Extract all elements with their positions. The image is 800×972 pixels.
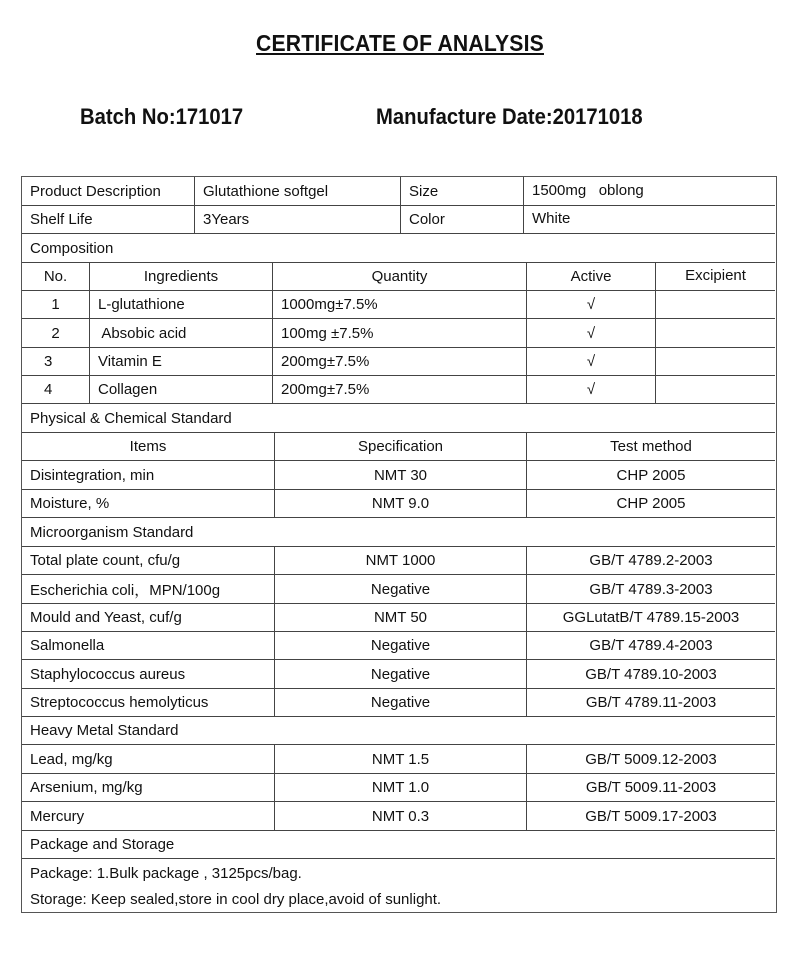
ingredient-name: Collagen (89, 376, 272, 403)
active-check-icon: √ (526, 319, 655, 347)
ingredient-number: 4 (44, 381, 53, 398)
physical-chemical-row (22, 490, 775, 518)
test-method-value: CHP 2005 (526, 461, 775, 489)
document-title: CERTIFICATE OF ANALYSIS (256, 30, 544, 56)
active-check-icon: √ (526, 376, 655, 403)
column-header-excipient: Excipient (655, 263, 775, 290)
physical-chemical-section-header (22, 404, 775, 433)
active-check-icon: √ (526, 291, 655, 318)
test-method-value: GB/T 4789.10-2003 (526, 660, 775, 688)
analysis-table (21, 176, 777, 913)
heavy-metal-section-header (22, 717, 775, 745)
ingredient-quantity: 200mg±7.5% (272, 376, 526, 403)
test-method-value: GGLutatB/T 4789.15-2003 (526, 604, 775, 631)
test-method-value: GB/T 5009.17-2003 (526, 802, 775, 830)
heavy-metal-title: Heavy Metal Standard (30, 722, 179, 739)
test-method-value: GB/T 4789.2-2003 (526, 547, 775, 574)
item-name: Escherichia coli，MPN/100g (30, 581, 221, 599)
test-method-value: GB/T 4789.3-2003 (526, 575, 775, 603)
column-header-items: Items (129, 438, 167, 455)
ingredient-name: Vitamin E (89, 348, 272, 375)
product-description-row (22, 177, 775, 206)
item-name: Moisture, % (30, 495, 110, 512)
item-name: Staphylococcus aureus (30, 665, 186, 683)
microorganism-row (22, 575, 775, 604)
microorganism-row (22, 604, 775, 632)
test-method-value: GB/T 5009.12-2003 (526, 745, 775, 773)
excipient-value (655, 291, 775, 318)
excipient-value (655, 376, 775, 403)
item-name: Salmonella (30, 637, 105, 654)
column-header-ingredients: Ingredients (89, 263, 272, 290)
microorganism-row (22, 660, 775, 689)
product-description-label: Product Description (30, 182, 161, 200)
test-method-value: CHP 2005 (526, 490, 775, 517)
microorganism-title: Microorganism Standard (30, 523, 194, 541)
composition-row (22, 348, 775, 376)
manufacture-date: Manufacture Date:20171018 (376, 104, 643, 129)
item-name: Total plate count, cfu/g (30, 552, 181, 569)
ingredient-quantity: 1000mg±7.5% (272, 291, 526, 318)
item-name: Mercury (30, 807, 85, 825)
ingredient-quantity: 100mg ±7.5% (272, 319, 526, 347)
item-name: Disintegration, min (30, 466, 155, 484)
size-label: Size (400, 177, 523, 205)
specification-value: NMT 0.3 (274, 802, 526, 830)
package-row (22, 859, 775, 887)
package-storage-title: Package and Storage (30, 836, 175, 853)
storage-row (22, 887, 775, 911)
shelf-life-label: Shelf Life (30, 211, 93, 228)
column-header-quantity: Quantity (272, 263, 526, 290)
physical-chemical-row (22, 461, 775, 490)
test-method-value: GB/T 5009.11-2003 (526, 774, 775, 801)
ingredient-name: L-glutathione (89, 291, 272, 318)
size-value: 1500mg oblong (523, 177, 775, 205)
specification-value: Negative (274, 660, 526, 688)
composition-row (22, 376, 775, 404)
specification-value: NMT 30 (274, 461, 526, 489)
column-header-no: No. (43, 268, 68, 285)
ingredient-quantity: 200mg±7.5% (272, 348, 526, 375)
product-description-value: Glutathione softgel (194, 177, 400, 205)
test-method-value: GB/T 4789.11-2003 (526, 689, 775, 716)
column-header-specification: Specification (274, 433, 526, 460)
ingredient-name: Absobic acid (89, 319, 272, 347)
item-name: Lead, mg/kg (30, 750, 113, 768)
heavy-metal-row (22, 802, 775, 831)
shelf-life-value: 3Years (194, 206, 400, 233)
specification-value: Negative (274, 632, 526, 659)
color-label: Color (400, 206, 523, 233)
ingredient-number: 3 (44, 353, 53, 370)
active-check-icon: √ (526, 348, 655, 375)
ingredient-number: 2 (51, 324, 60, 342)
microorganism-row (22, 689, 775, 717)
item-name: Mould and Yeast, cuf/g (30, 609, 182, 626)
specification-value: NMT 1000 (274, 547, 526, 574)
composition-column-headers (22, 263, 775, 291)
specification-value: NMT 50 (274, 604, 526, 631)
test-method-value: GB/T 4789.4-2003 (526, 632, 775, 659)
composition-section-header (22, 234, 775, 263)
microorganism-row (22, 632, 775, 660)
storage-text: Storage: Keep sealed,store in cool dry place,avoid of sunlight. (30, 890, 442, 908)
item-name: Arsenium, mg/kg (30, 779, 143, 796)
specification-value: NMT 9.0 (274, 490, 526, 517)
column-header-test-method: Test method (526, 433, 775, 460)
excipient-value (655, 348, 775, 375)
specification-value: NMT 1.0 (274, 774, 526, 801)
excipient-value (655, 319, 775, 347)
ingredient-number: 1 (51, 296, 60, 313)
color-value: White (523, 206, 775, 233)
specification-value: Negative (274, 689, 526, 716)
specification-value: Negative (274, 575, 526, 603)
batch-number: Batch No:171017 (80, 104, 244, 129)
package-storage-section-header (22, 831, 775, 859)
composition-title: Composition (30, 239, 114, 257)
composition-row (22, 319, 775, 348)
microorganism-section-header (22, 518, 775, 547)
physical-chemical-title: Physical & Chemical Standard (30, 409, 232, 427)
physical-chemical-column-headers (22, 433, 775, 461)
composition-row (22, 291, 775, 319)
heavy-metal-row (22, 745, 775, 774)
microorganism-row (22, 547, 775, 575)
package-text: Package: 1.Bulk package , 3125pcs/bag. (30, 864, 302, 882)
specification-value: NMT 1.5 (274, 745, 526, 773)
heavy-metal-row (22, 774, 775, 802)
item-name: Streptococcus hemolyticus (30, 694, 209, 711)
shelf-life-row (22, 206, 775, 234)
column-header-active: Active (526, 263, 655, 290)
